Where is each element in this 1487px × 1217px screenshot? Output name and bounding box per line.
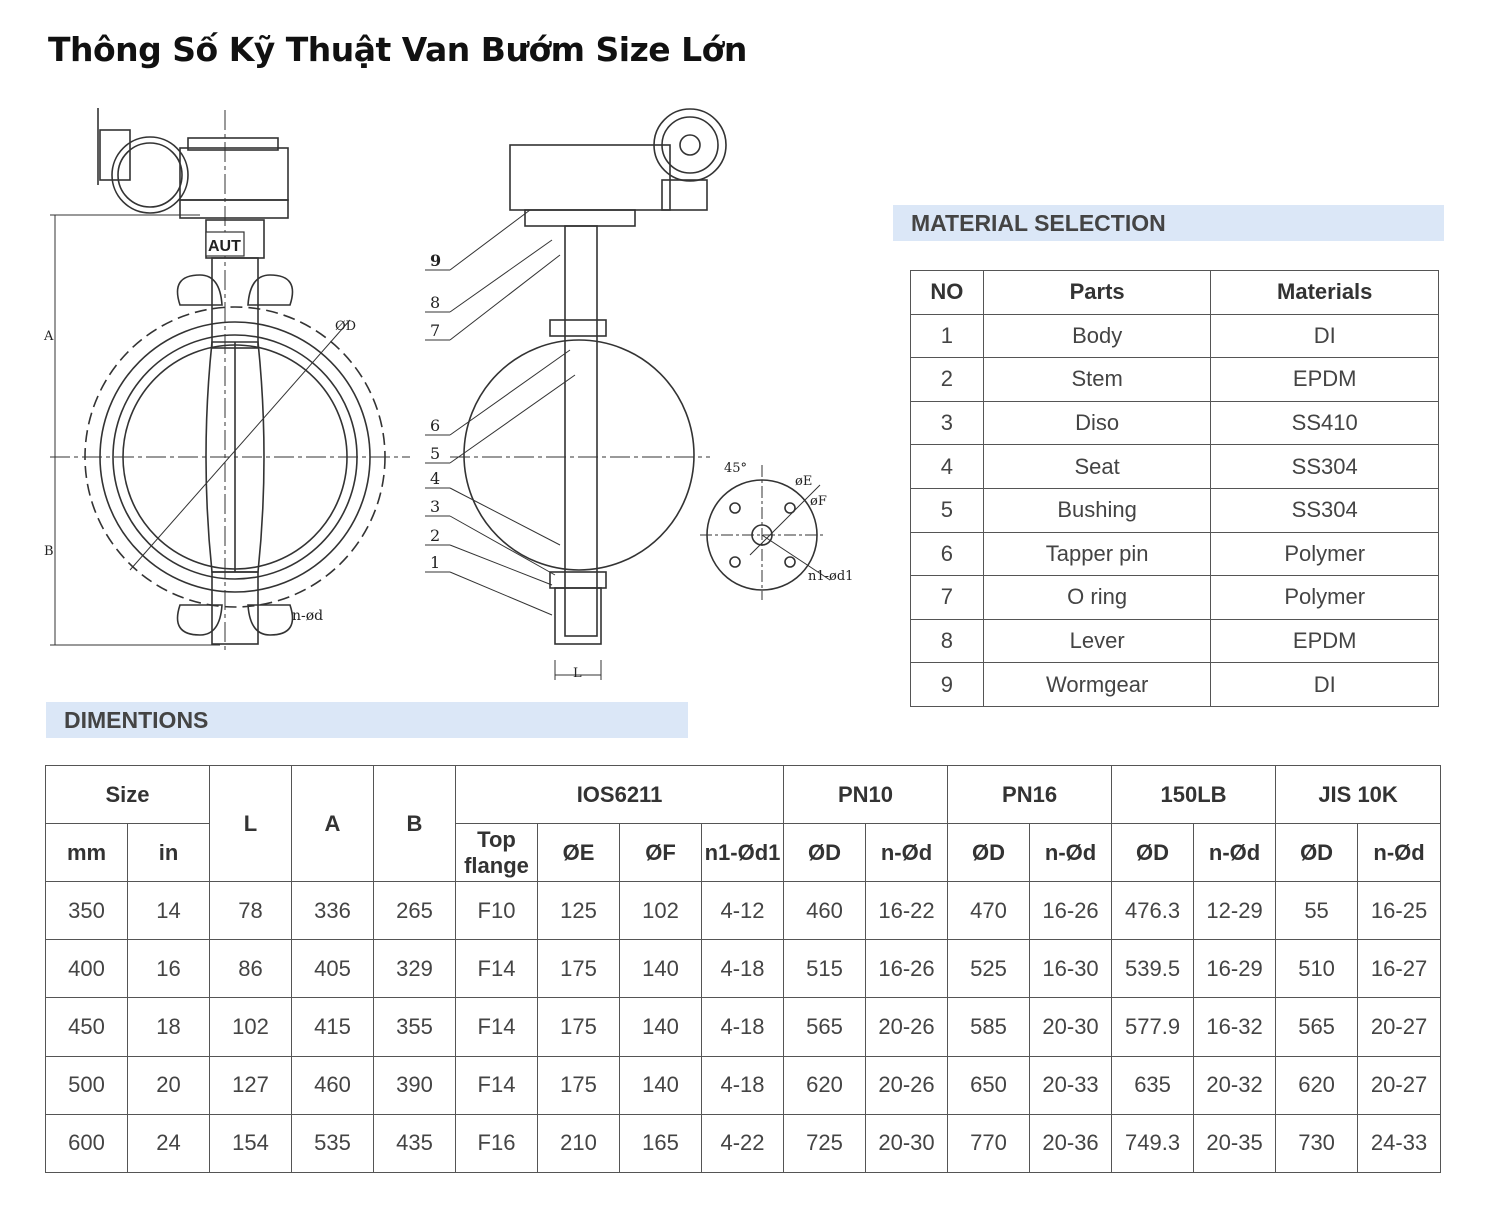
table-cell: 5	[911, 488, 984, 532]
table-cell: 350	[46, 882, 128, 940]
table-cell: 500	[46, 1056, 128, 1114]
header-top-flange	[456, 824, 538, 882]
table-row	[911, 532, 1439, 576]
material-table	[910, 270, 1439, 707]
header-mm: mm	[46, 824, 128, 882]
table-cell: 4-18	[702, 998, 784, 1056]
table-cell: Tapper pin	[983, 532, 1211, 576]
table-row	[46, 882, 1441, 940]
table-row	[911, 401, 1439, 445]
header-150lb-nd: n-Ød	[1194, 824, 1276, 882]
table-cell: DI	[1211, 663, 1439, 707]
table-cell: 20-35	[1194, 1114, 1276, 1172]
table-cell: 16-30	[1030, 940, 1112, 998]
table-cell: 20-36	[1030, 1114, 1112, 1172]
part-number-1: 1	[430, 553, 441, 572]
table-cell: Seat	[983, 445, 1211, 489]
table-row	[46, 940, 1441, 998]
table-cell: F16	[456, 1114, 538, 1172]
header-a: A	[292, 766, 374, 882]
table-cell: 102	[210, 998, 292, 1056]
table-cell: 539.5	[1112, 940, 1194, 998]
table-cell: 355	[374, 998, 456, 1056]
table-cell: 140	[620, 940, 702, 998]
table-row	[911, 314, 1439, 358]
table-cell: 6	[911, 532, 984, 576]
dimensions-banner: DIMENTIONS	[46, 702, 688, 738]
table-cell: 20-32	[1194, 1056, 1276, 1114]
table-cell: 565	[1276, 998, 1358, 1056]
table-cell: SS410	[1211, 401, 1439, 445]
table-cell: 16-29	[1194, 940, 1276, 998]
table-cell: 78	[210, 882, 292, 940]
table-cell: F14	[456, 1056, 538, 1114]
table-cell: 154	[210, 1114, 292, 1172]
table-cell: 9	[911, 663, 984, 707]
table-cell: 329	[374, 940, 456, 998]
table-cell: 16-26	[1030, 882, 1112, 940]
table-cell: 450	[46, 998, 128, 1056]
table-cell: Wormgear	[983, 663, 1211, 707]
table-cell: 4-12	[702, 882, 784, 940]
table-cell: Body	[983, 314, 1211, 358]
header-pn10: PN10	[784, 766, 948, 824]
table-cell: Lever	[983, 619, 1211, 663]
table-cell: Stem	[983, 358, 1211, 402]
angle-label: 45°	[724, 461, 748, 476]
part-number-4: 4	[430, 469, 441, 488]
table-cell: 620	[1276, 1056, 1358, 1114]
table-cell: 476.3	[1112, 882, 1194, 940]
table-cell: 16-22	[866, 882, 948, 940]
table-cell: 20-30	[1030, 998, 1112, 1056]
header-oe: ØE	[538, 824, 620, 882]
table-cell: 24-33	[1358, 1114, 1441, 1172]
table-cell: F10	[456, 882, 538, 940]
part-number-9: 9	[430, 251, 442, 270]
table-cell: 577.9	[1112, 998, 1194, 1056]
dim-n1d1-label: n1-ød1	[808, 569, 854, 584]
aut-label: AUT	[208, 238, 241, 255]
header-top-flange-line2: flange	[464, 852, 529, 878]
dim-d-label: ØD	[335, 319, 357, 334]
table-row	[911, 663, 1439, 707]
header-in: in	[128, 824, 210, 882]
table-cell: 20-26	[866, 998, 948, 1056]
table-cell: 16-27	[1358, 940, 1441, 998]
table-cell: DI	[1211, 314, 1439, 358]
table-cell: O ring	[983, 576, 1211, 620]
table-cell: 16-32	[1194, 998, 1276, 1056]
table-cell: 770	[948, 1114, 1030, 1172]
table-cell: 3	[911, 401, 984, 445]
table-cell: 20-26	[866, 1056, 948, 1114]
part-number-8: 8	[430, 293, 441, 312]
table-cell: 725	[784, 1114, 866, 1172]
part-number-3: 3	[430, 497, 441, 516]
table-cell: 7	[911, 576, 984, 620]
header-b: B	[374, 766, 456, 882]
dimensions-table	[45, 765, 1441, 1173]
table-cell: 435	[374, 1114, 456, 1172]
table-cell: 102	[620, 882, 702, 940]
header-parts: Parts	[983, 271, 1211, 315]
table-cell: EPDM	[1211, 619, 1439, 663]
table-cell: 510	[1276, 940, 1358, 998]
table-cell: 4-18	[702, 1056, 784, 1114]
table-row	[911, 619, 1439, 663]
part-number-6: 6	[430, 416, 441, 435]
table-cell: 515	[784, 940, 866, 998]
table-cell: 20-30	[866, 1114, 948, 1172]
table-cell: 4-22	[702, 1114, 784, 1172]
header-ios6211: IOS6211	[456, 766, 784, 824]
table-cell: Polymer	[1211, 532, 1439, 576]
table-cell: 20-27	[1358, 1056, 1441, 1114]
dim-a-label: A	[44, 329, 54, 344]
table-cell: 730	[1276, 1114, 1358, 1172]
material-selection-banner: MATERIAL SELECTION	[893, 205, 1444, 241]
table-cell: 16-26	[866, 940, 948, 998]
header-150lb-d: ØD	[1112, 824, 1194, 882]
dim-b-label: B	[44, 544, 54, 559]
table-cell: 125	[538, 882, 620, 940]
table-cell: 4-18	[702, 940, 784, 998]
header-materials: Materials	[1211, 271, 1439, 315]
table-cell: 2	[911, 358, 984, 402]
header-pn16-nd: n-Ød	[1030, 824, 1112, 882]
header-jis10k: JIS 10K	[1276, 766, 1441, 824]
table-cell: 175	[538, 940, 620, 998]
table-cell: 18	[128, 998, 210, 1056]
header-n1d1: n1-Ød1	[702, 824, 784, 882]
table-cell: 20-27	[1358, 998, 1441, 1056]
table-row	[911, 488, 1439, 532]
table-cell: 20-33	[1030, 1056, 1112, 1114]
table-cell: 525	[948, 940, 1030, 998]
header-jis-nd: n-Ød	[1358, 824, 1441, 882]
table-cell: 470	[948, 882, 1030, 940]
table-cell: 535	[292, 1114, 374, 1172]
header-top-flange-line1: Top	[477, 826, 516, 852]
table-row	[911, 576, 1439, 620]
table-cell: 565	[784, 998, 866, 1056]
table-row	[911, 445, 1439, 489]
header-l: L	[210, 766, 292, 882]
table-cell: Polymer	[1211, 576, 1439, 620]
table-cell: 585	[948, 998, 1030, 1056]
header-150lb: 150LB	[1112, 766, 1276, 824]
table-cell: 8	[911, 619, 984, 663]
table-cell: Diso	[983, 401, 1211, 445]
table-cell: 749.3	[1112, 1114, 1194, 1172]
table-cell: 175	[538, 998, 620, 1056]
table-cell: 4	[911, 445, 984, 489]
table-cell: F14	[456, 940, 538, 998]
part-number-5: 5	[430, 444, 441, 463]
header-pn10-nd: n-Ød	[866, 824, 948, 882]
header-size: Size	[46, 766, 210, 824]
table-cell: EPDM	[1211, 358, 1439, 402]
table-cell: 165	[620, 1114, 702, 1172]
table-cell: 16-25	[1358, 882, 1441, 940]
dim-nd-label: n-ød	[292, 608, 324, 624]
table-cell: 400	[46, 940, 128, 998]
table-cell: 140	[620, 1056, 702, 1114]
dim-l-label: L	[573, 666, 582, 681]
table-cell: 210	[538, 1114, 620, 1172]
table-cell: 14	[128, 882, 210, 940]
table-cell: 390	[374, 1056, 456, 1114]
header-pn16: PN16	[948, 766, 1112, 824]
table-cell: 460	[292, 1056, 374, 1114]
header-of: ØF	[620, 824, 702, 882]
table-row	[46, 1056, 1441, 1114]
table-cell: 24	[128, 1114, 210, 1172]
table-cell: 86	[210, 940, 292, 998]
table-cell: 650	[948, 1056, 1030, 1114]
table-row	[911, 358, 1439, 402]
table-cell: 405	[292, 940, 374, 998]
table-cell: SS304	[1211, 445, 1439, 489]
header-jis-d: ØD	[1276, 824, 1358, 882]
table-cell: 620	[784, 1056, 866, 1114]
header-pn16-d: ØD	[948, 824, 1030, 882]
header-pn10-d: ØD	[784, 824, 866, 882]
table-cell: 1	[911, 314, 984, 358]
table-cell: 635	[1112, 1056, 1194, 1114]
table-cell: 20	[128, 1056, 210, 1114]
table-cell: 16	[128, 940, 210, 998]
dim-f-label: øF	[810, 494, 827, 509]
table-cell: 600	[46, 1114, 128, 1172]
table-row	[46, 998, 1441, 1056]
table-cell: 140	[620, 998, 702, 1056]
table-cell: 265	[374, 882, 456, 940]
table-cell: 12-29	[1194, 882, 1276, 940]
dim-e-label: øE	[795, 474, 813, 489]
page-title: Thông Số Kỹ Thuật Van Bướm Size Lớn	[48, 30, 747, 69]
table-cell: F14	[456, 998, 538, 1056]
header-no: NO	[911, 271, 984, 315]
table-cell: Bushing	[983, 488, 1211, 532]
table-cell: SS304	[1211, 488, 1439, 532]
part-number-7: 7	[430, 321, 441, 340]
table-cell: 175	[538, 1056, 620, 1114]
part-number-2: 2	[430, 526, 441, 545]
table-cell: 336	[292, 882, 374, 940]
table-cell: 415	[292, 998, 374, 1056]
table-cell: 460	[784, 882, 866, 940]
table-cell: 55	[1276, 882, 1358, 940]
table-row	[46, 1114, 1441, 1172]
valve-technical-drawing	[30, 80, 880, 690]
table-cell: 127	[210, 1056, 292, 1114]
